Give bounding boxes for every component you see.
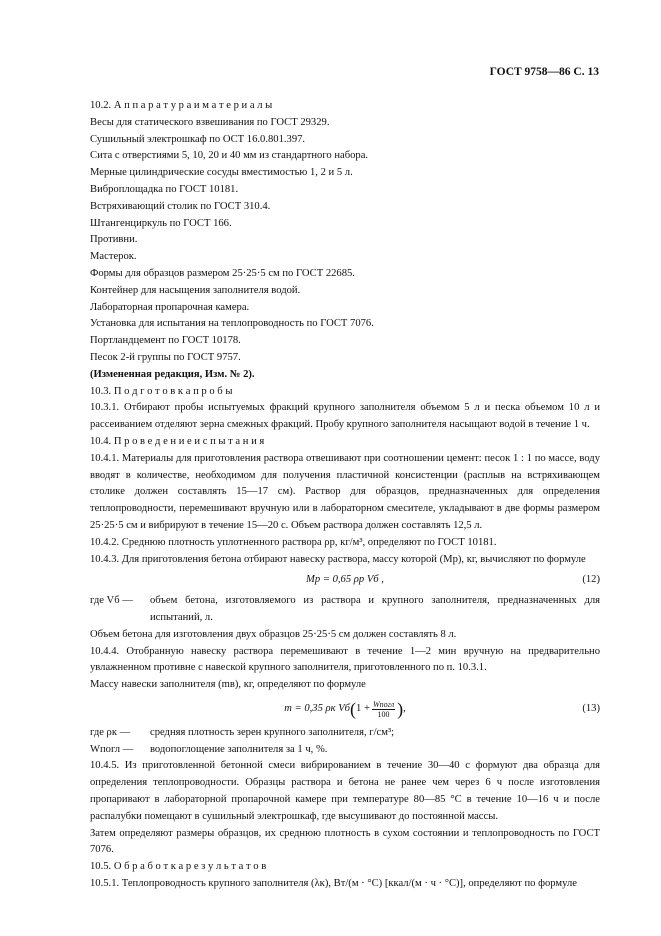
legend-label: где Vб — (90, 595, 133, 607)
paragraph-10-4-4: 10.4.4. Отобранную навеску раствора перемешивают в течение 1—2 мин вручную на предварительно увлажненном противне с навеской крупного заполнителя, приготовленного по п. 10.3.1. (90, 645, 600, 674)
equipment-item: Лабораторная пропарочная камера. (90, 301, 250, 313)
equipment-item: Контейнер для насыщения заполнителя водой. (90, 284, 301, 296)
equipment-item: Сушильный электрошкаф по ОСТ 16.0.801.397. (90, 133, 306, 145)
formula-13-one: 1 + (356, 702, 370, 714)
paragraph-10-4-3-note: Объем бетона для изготовления двух образцов 25·25·5 см должен составлять 8 л. (90, 628, 457, 640)
section-10-4-title: 10.4. П р о в е д е н и е и с п ы т а н и я (90, 435, 265, 447)
equipment-item: Противни. (90, 234, 138, 246)
formula-13-comma: , (403, 702, 406, 714)
edit-note: (Измененная редакция, Изм. № 2). (90, 368, 255, 380)
equipment-item: Установка для испытания на теплопроводность по ГОСТ 7076. (90, 318, 374, 330)
formula-12-expression: Mр = 0,65 ρр Vб , (306, 574, 384, 586)
paragraph-10-3-1: 10.3.1. Отбирают пробы испытуемых фракций крупного заполнителя объемом 5 л и песка объемом 10 л и рассеиванием отделяют зерна смежных фракций. Пробу крупного заполнителя насыщают водой в течение 1 ч. (90, 402, 600, 431)
formula-12-number: (12) (582, 574, 600, 586)
equipment-item: Сита с отверстиями 5, 10, 20 и 40 мм из стандартного набора. (90, 150, 369, 162)
formula-13-numerator: Wпогл (372, 699, 395, 709)
formula-13-number: (13) (582, 702, 600, 714)
formula-13-fraction (372, 700, 395, 719)
formula-13-legend-1 (90, 725, 600, 742)
equipment-item: Песок 2-й группы по ГОСТ 9757. (90, 351, 241, 363)
equipment-item: Формы для образцов размером 25·25·5 см по ГОСТ 22685. (90, 267, 355, 279)
equipment-item: Портландцемент по ГОСТ 10178. (90, 335, 241, 347)
formula-13-denominator: 100 (377, 709, 390, 719)
paragraph-10-4-1: 10.4.1. Материалы для приготовления раствора отвешивают при соотношении цемент: песок 1 : 1 по массе, воду вводят в количестве, необходимом для получения пластичной консистенции (расплыв на встряхивающем столике должен составлять 15—17 см). Раствор для образцов, предназначенных для определения теплопроводности, перемешивают вручную или в лабораторном смесителе, укладывают в две формы размером 25·25·5 см и вибрируют в течение 15—20 с. Объем раствора должен составлять 12,5 л. (90, 452, 600, 531)
paragraph-10-4-4-formula-intro: Массу навески заполнителя (mв), кг, определяют по формуле (90, 679, 366, 691)
section-10-5-title: 10.5. О б р а б о т к а р е з у л ь т а т о в (90, 861, 267, 873)
equipment-item: Мастерок. (90, 251, 137, 263)
formula-13-legend-2 (90, 742, 600, 759)
legend-label: где ρк — (90, 726, 131, 738)
paragraph-10-4-5: 10.4.5. Из приготовленной бетонной смеси вибрированием в течение 30—40 с формуют два образца для определения теплопроводности. Образцы раствора и бетона не ранее чем через 6 ч после изготовления пропаривают в лабораторной пропарочной камере при температуре 80—85 °С в течение 10—16 ч и после распалубки помещают в сушильный электрошкаф, где высушивают до постоянной массы. (90, 760, 600, 822)
equipment-item: Встряхивающий столик по ГОСТ 310.4. (90, 200, 271, 212)
paragraph-10-5-1: 10.5.1. Теплопроводность крупного заполнителя (λк), Вт/(м · °С) [ккал/(м · ч · °С)], определяют по формуле (90, 878, 577, 890)
section-10-2-title: 10.2. А п п а р а т у р а и м а т е р и а л ы (90, 100, 273, 111)
formula-13 (90, 700, 600, 719)
equipment-item: Мерные цилиндрические сосуды вместимостью 1, 2 и 5 л. (90, 167, 353, 179)
legend-text: водопоглощение заполнителя за 1 ч, %. (150, 743, 328, 755)
equipment-item: Штангенциркуль по ГОСТ 166. (90, 217, 232, 229)
document-body (90, 98, 600, 893)
paragraph-10-4-2: 10.4.2. Среднюю плотность уплотненного раствора ρр, кг/м³, определяют по ГОСТ 10181. (90, 536, 497, 548)
equipment-list (90, 115, 600, 367)
legend-label: Wпогл — (90, 743, 134, 755)
formula-13-paren-open: ( (350, 699, 357, 720)
equipment-item: Весы для статического взвешивания по ГОСТ 29329. (90, 116, 330, 128)
paragraph-10-4-5-b: Затем определяют размеры образцов, их среднюю плотность в сухом состоянии и теплопроводность по ГОСТ 7076. (90, 827, 600, 856)
formula-12 (90, 572, 600, 589)
legend-text: объем бетона, изготовляемого из раствора и крупного заполнителя, предназначенных для испытаний, л. (150, 595, 600, 623)
paragraph-10-4-3: 10.4.3. Для приготовления бетона отбирают навеску раствора, массу которой (Mр), кг, вычисляют по формуле (90, 553, 586, 565)
section-10-3-title: 10.3. П о д г о т о в к а п р о б ы (90, 385, 233, 397)
formula-13-paren-close: ) (397, 699, 404, 720)
equipment-item: Виброплощадка по ГОСТ 10181. (90, 183, 239, 195)
formula-13-expression: m = 0,35 ρк Vб (284, 702, 351, 714)
formula-12-legend (90, 593, 600, 627)
legend-text: средняя плотность зерен крупного заполнителя, г/см³; (150, 726, 395, 738)
page-header: ГОСТ 9758—86 С. 13 (489, 66, 599, 78)
